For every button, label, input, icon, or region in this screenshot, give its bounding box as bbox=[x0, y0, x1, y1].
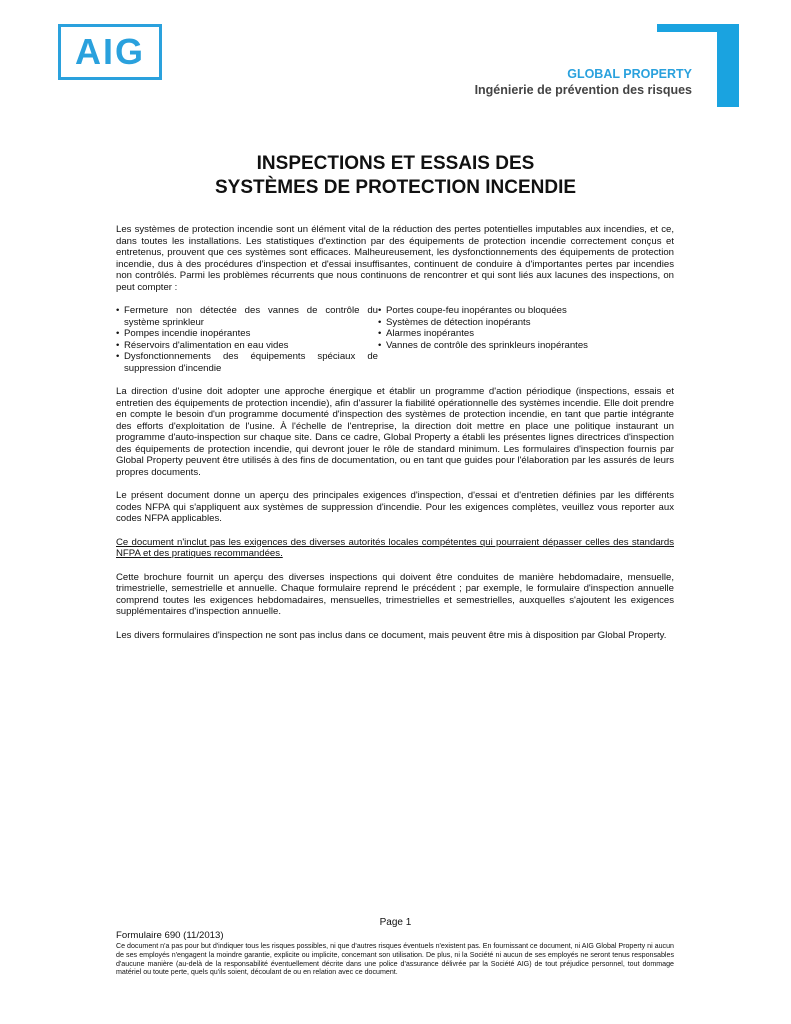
list-item: • Dysfonctionnements des équipements spéciaux de suppression d'incendie bbox=[116, 351, 378, 374]
document-title-line1: INSPECTIONS ET ESSAIS DES bbox=[256, 153, 535, 174]
list-item: • Pompes incendie inopérantes bbox=[116, 328, 378, 340]
form-identifier: Formulaire 690 (11/2013) bbox=[116, 930, 224, 941]
problem-list-right bbox=[378, 305, 636, 374]
problem-list-left bbox=[116, 305, 378, 374]
list-item: • Vannes de contrôle des sprinkleurs inopérantes bbox=[378, 340, 636, 352]
problem-list bbox=[116, 305, 674, 374]
header-accent-bar-vertical bbox=[717, 24, 739, 107]
aig-logo-text: AIG bbox=[74, 31, 145, 72]
disclaimer: Ce document n'a pas pour but d'indiquer tous les risques possibles, ni que d'autres risques éventuels n'existent pas. En fournissant ce document, ni AIG Global Property ni aucun de ses employés n'engagent la moindre garantie, explicite ou implicite, concernant son utilisation. De plus, ni la Société ni aucun de ses employés ne seront tenus responsables d'aucune manière (au-delà de la responsabilité éventuellement décrite dans une police d'assurance délivrée par la Société AIG) de tout préjudice personnel, tout dommage matériel ou toute perte, quels qu'ils soient, découlant de ou en relation avec ce document. bbox=[116, 942, 674, 977]
document-title bbox=[0, 152, 791, 200]
nfpa-paragraph: Le présent document donne un aperçu des principales exigences d'inspection, d'essai et d'entretien définies par les différents codes NFPA qui s'appliquent aux systèmes de suppression d'incendie. Pour les exigences complètes, veuillez vous reporter aux codes NFPA applicables. bbox=[116, 490, 674, 524]
list-item: • Systèmes de détection inopérants bbox=[378, 317, 636, 329]
list-item: • Alarmes inopérantes bbox=[378, 328, 636, 340]
aig-logo bbox=[58, 24, 162, 80]
forms-paragraph: Les divers formulaires d'inspection ne sont pas inclus dans ce document, mais peuvent être mis à disposition par Global Property. bbox=[116, 629, 667, 641]
header-title: GLOBAL PROPERTY bbox=[567, 67, 692, 81]
brochure-paragraph: Cette brochure fournit un aperçu des diverses inspections qui doivent être conduites de manière hebdomadaire, mensuelle, trimestrielle, semestrielle et annuelle. Chaque formulaire reprend le précédent ; par exemple, le formulaire d'inspection annuelle comprend toutes les exigences hebdomadaires, mensuelles, trimestrielles et semestrielles, auxquelles s'ajoutent les exigences supplémentaires d'inspection annuelle. bbox=[116, 571, 674, 617]
list-item: • Portes coupe-feu inopérantes ou bloquées bbox=[378, 305, 636, 317]
intro-paragraph: Les systèmes de protection incendie sont un élément vital de la réduction des pertes potentielles imputables aux incendies, et ce, dans toutes les installations. Les statistiques d'extinction par des équipements de protection incendie correctement conçus et entretenus, prouvent que ces systèmes sont efficaces. Malheureusement, les dysfonctionnements des équipements de protection incendie, dus à des procédures d'inspection et d'essai insuffisantes, continuent de conduire à d'importantes pertes par incendies non contrôlés. Parmi les problèmes récurrents que nous continuons de rencontrer et qui sont liés aux lacunes des inspections, on peut compter : bbox=[116, 224, 674, 293]
management-paragraph: La direction d'usine doit adopter une approche énergique et établir un programme d'action périodique (inspections, essais et entretien des équipements de protection incendie), afin d'assurer la fiabilité opérationnelle des systèmes incendie. Elle doit prendre en compte le besoin d'un programme documenté d'inspection des systèmes de protection incendie, en tant que partie intégrante des efforts d'exploitation de l'usine. À l'échelle de l'entreprise, la direction doit mettre en place une politique instaurant un programme d'auto-inspection sur chaque site. Dans ce cadre, Global Property a établi les présentes lignes directrices d'inspection des équipements de protection incendie, qui devront jouer le rôle de standard minimum. Les formulaires d'inspection fournis par Global Property peuvent être utilisés à des fins de documentation, ou en tant que guides pour l'élaboration par les assurés de leurs propres documents. bbox=[116, 386, 674, 478]
document-body bbox=[116, 224, 674, 653]
list-item: • Réservoirs d'alimentation en eau vides bbox=[116, 340, 378, 352]
list-item: • Fermeture non détectée des vannes de contrôle du système sprinkleur bbox=[116, 305, 378, 328]
header-subtitle: Ingénierie de prévention des risques bbox=[474, 83, 692, 97]
document-title-line2: SYSTÈMES DE PROTECTION INCENDIE bbox=[214, 177, 577, 198]
page-number: Page 1 bbox=[379, 917, 412, 928]
exclusion-paragraph: Ce document n'inclut pas les exigences des diverses autorités locales compétentes qui pourraient dépasser celles des standards NFPA et des pratiques recommandées. bbox=[116, 536, 674, 559]
